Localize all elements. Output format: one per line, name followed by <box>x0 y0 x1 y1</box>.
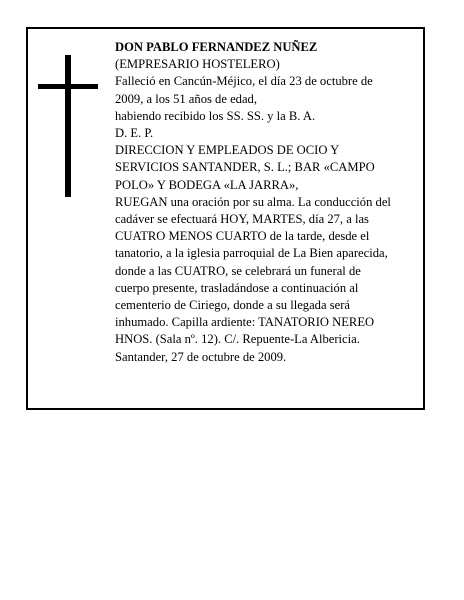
notice-line: cuerpo presente, trasladándose a continuación al <box>115 280 359 295</box>
notice-line: CUATRO MENOS CUARTO de la tarde, desde el <box>115 229 370 244</box>
obituary-text <box>115 39 419 366</box>
notice-line: cementerio de Ciriego, donde a su llegada será <box>115 298 350 313</box>
occupation-line: (EMPRESARIO HOSTELERO) <box>115 57 280 72</box>
cross-horizontal-bar <box>38 84 98 89</box>
deceased-name: DON PABLO FERNANDEZ NUÑEZ <box>115 40 318 54</box>
notice-line: Falleció en Cancún-Méjico, el día 23 de octubre de <box>115 74 373 89</box>
notice-line: tanatorio, a la iglesia parroquial de La Bien aparecida, <box>115 246 388 261</box>
notice-line: donde a las CUATRO, se celebrará un funeral de <box>115 263 361 278</box>
rest-in-peace-line: D. E. P. <box>115 126 154 141</box>
notice-line: HNOS. (Sala nº. 12). C/. Repuente-La Albericia. <box>115 332 360 347</box>
date-place-line: Santander, 27 de octubre de 2009. <box>115 349 287 364</box>
notice-line: DIRECCION Y EMPLEADOS DE OCIO Y <box>115 143 340 158</box>
notice-line: habiendo recibido los SS. SS. y la B. A. <box>115 108 316 123</box>
cross-icon <box>38 55 98 197</box>
notice-line: SERVICIOS SANTANDER, S. L.; BAR «CAMPO <box>115 160 375 175</box>
notice-line: cadáver se efectuará HOY, MARTES, día 27, a las <box>115 212 369 227</box>
notice-line: RUEGAN una oración por su alma. La conducción del <box>115 194 391 209</box>
notice-line: 2009, a los 51 años de edad, <box>115 91 257 106</box>
notice-line: inhumado. Capilla ardiente: TANATORIO NEREO <box>115 315 375 330</box>
notice-line: POLO» Y BODEGA «LA JARRA», <box>115 177 299 192</box>
cross-vertical-bar <box>65 55 71 197</box>
